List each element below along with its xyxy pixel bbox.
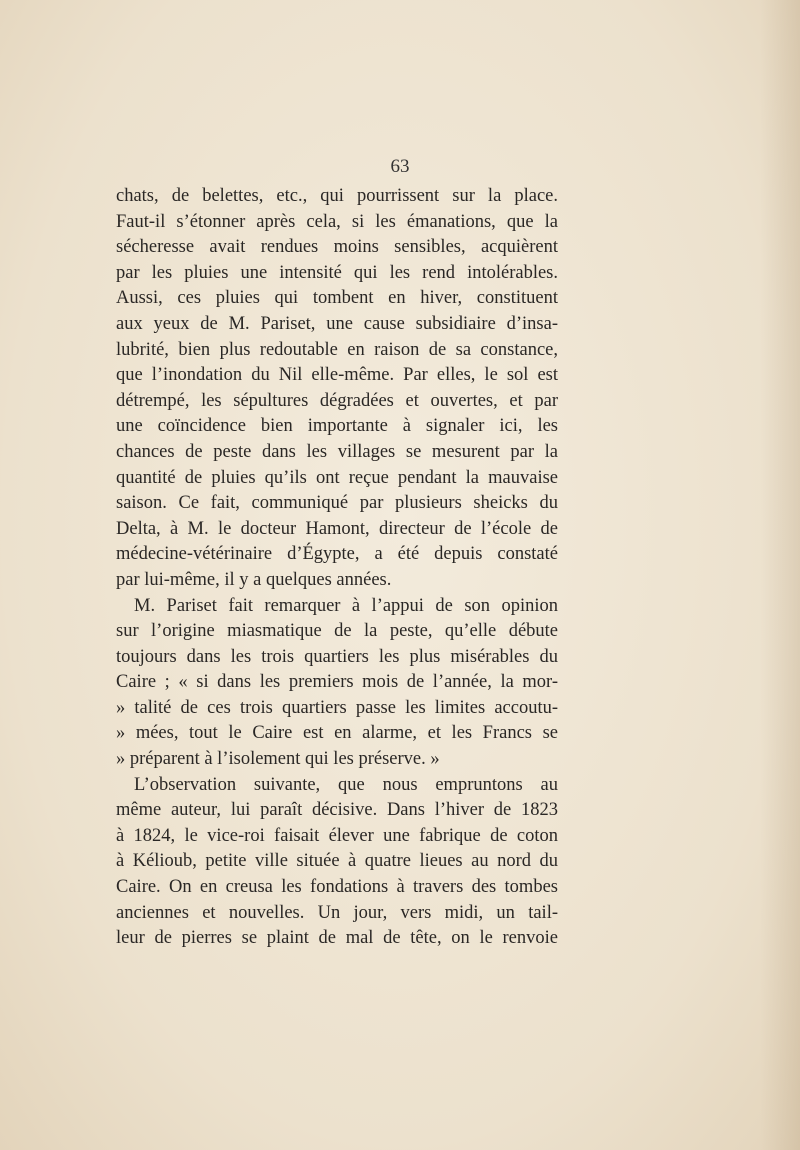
- text-line: quantité de pluies qu’ils ont reçue pendant la mauvaise: [116, 467, 558, 488]
- text-line: Aussi, ces pluies qui tombent en hiver, constituent: [116, 288, 558, 309]
- text-line: chances de peste dans les villages se mesurent par la: [116, 441, 558, 462]
- text-line: Caire. On en creusa les fondations à travers des tombes: [116, 877, 558, 898]
- quote-line: » talité de ces trois quartiers passe les limites accoutu-: [116, 697, 558, 718]
- text-line: par les pluies une intensité qui les rend intolérables.: [116, 262, 558, 283]
- text-line: Caire ; « si dans les premiers mois de l’année, la mor-: [116, 672, 558, 693]
- text-line: à 1824, le vice-roi faisait élever une fabrique de coton: [116, 825, 558, 846]
- text-line: sécheresse avait rendues moins sensibles, acquièrent: [116, 237, 558, 258]
- paragraph-start-line: L’observation suivante, que nous empruntons au: [134, 774, 558, 795]
- text-line: sur l’origine miasmatique de la peste, qu’elle débute: [116, 621, 558, 642]
- quote-line: » préparent à l’isolement qui les préserve. »: [116, 749, 440, 770]
- text-line: détrempé, les sépultures dégradées et ouvertes, et par: [116, 390, 558, 411]
- text-line: lubrité, bien plus redoutable en raison de sa constance,: [116, 339, 558, 360]
- text-line: toujours dans les trois quartiers les plus misérables du: [116, 646, 558, 667]
- text-line: médecine-vétérinaire d’Égypte, a été depuis constaté: [116, 544, 558, 565]
- paragraph-end-line: par lui-même, il y a quelques années.: [116, 569, 392, 590]
- text-line: leur de pierres se plaint de mal de tête, on le renvoie: [116, 928, 558, 949]
- text-line: une coïncidence bien importante à signaler ici, les: [116, 416, 558, 437]
- text-line: aux yeux de M. Pariset, une cause subsidiaire d’insa-: [116, 313, 558, 334]
- text-line: Delta, à M. le docteur Hamont, directeur de l’école de: [116, 518, 558, 539]
- quote-line: » mées, tout le Caire est en alarme, et les Francs se: [116, 723, 558, 744]
- text-line: que l’inondation du Nil elle-même. Par elles, le sol est: [116, 365, 558, 386]
- paragraph-start-line: M. Pariset fait remarquer à l’appui de son opinion: [134, 595, 558, 616]
- text-line: Faut-il s’étonner après cela, si les émanations, que la: [116, 211, 558, 232]
- page-number: 63: [390, 156, 410, 177]
- text-line: même auteur, lui paraît décisive. Dans l’hiver de 1823: [116, 800, 558, 821]
- text-line: à Kélioub, petite ville située à quatre lieues au nord du: [116, 851, 558, 872]
- text-line: chats, de belettes, etc., qui pourrissent sur la place.: [116, 186, 558, 206]
- text-line: saison. Ce fait, communiqué par plusieurs sheicks du: [116, 493, 558, 514]
- body-text: [116, 184, 558, 952]
- text-line: anciennes et nouvelles. Un jour, vers midi, un tail-: [116, 902, 558, 923]
